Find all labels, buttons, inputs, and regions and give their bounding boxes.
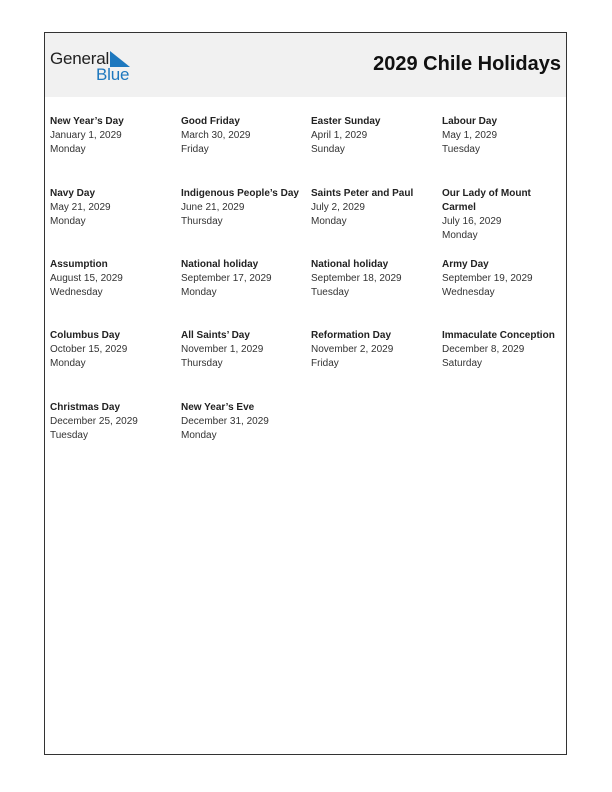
holiday-item [181, 401, 309, 443]
holiday-item [181, 115, 309, 157]
holiday-item [181, 329, 309, 371]
holiday-date: July 16, 2029 [442, 216, 502, 227]
holiday-date: March 30, 2029 [181, 130, 251, 141]
holiday-item [311, 115, 439, 157]
holiday-name: National holiday [311, 259, 389, 270]
holiday-weekday: Monday [50, 216, 86, 227]
holiday-date: November 1, 2029 [181, 344, 264, 355]
holiday-date: November 2, 2029 [311, 344, 394, 355]
holiday-name: Saints Peter and Paul [311, 188, 414, 199]
holiday-weekday: Monday [181, 430, 217, 441]
holiday-weekday: Thursday [181, 358, 223, 369]
holiday-weekday: Wednesday [442, 287, 495, 298]
holiday-name: Indigenous People’s Day [181, 188, 299, 199]
holiday-date: January 1, 2029 [50, 130, 122, 141]
holiday-item [181, 187, 309, 229]
holiday-weekday: Tuesday [311, 287, 349, 298]
holiday-name: Easter Sunday [311, 116, 381, 127]
holiday-item [442, 187, 560, 243]
holiday-date: September 19, 2029 [442, 273, 533, 284]
holiday-date: December 25, 2029 [50, 416, 138, 427]
page-title: 2029 Chile Holidays [373, 53, 561, 75]
holiday-item [50, 258, 178, 300]
holiday-item [442, 329, 562, 371]
holiday-weekday: Sunday [311, 144, 345, 155]
holiday-item [311, 187, 439, 229]
holiday-date: September 18, 2029 [311, 273, 402, 284]
holiday-name: Labour Day [442, 116, 498, 127]
holiday-item [50, 329, 178, 371]
holiday-item [181, 258, 309, 300]
holiday-date: September 17, 2029 [181, 273, 272, 284]
page-border [44, 32, 567, 755]
holiday-item [311, 329, 439, 371]
holiday-weekday: Tuesday [442, 144, 480, 155]
holiday-weekday: Monday [442, 230, 478, 241]
holiday-weekday: Thursday [181, 216, 223, 227]
holiday-item [50, 187, 178, 229]
holiday-name: Assumption [50, 259, 108, 270]
holiday-name: New Year’s Day [50, 116, 124, 127]
holiday-name: Good Friday [181, 116, 240, 127]
holiday-weekday: Monday [50, 358, 86, 369]
holiday-name: Our Lady of Mount Carmel [442, 188, 531, 213]
header [45, 33, 566, 97]
holiday-date: April 1, 2029 [311, 130, 368, 141]
holiday-name: Reformation Day [311, 330, 392, 341]
holiday-name: National holiday [181, 259, 259, 270]
holiday-date: May 1, 2029 [442, 130, 498, 141]
holiday-weekday: Monday [50, 144, 86, 155]
holiday-item [311, 258, 439, 300]
holiday-name: Columbus Day [50, 330, 121, 341]
holiday-weekday: Friday [181, 144, 209, 155]
holiday-name: New Year’s Eve [181, 402, 255, 413]
holiday-date: May 21, 2029 [50, 202, 111, 213]
holiday-weekday: Friday [311, 358, 339, 369]
holiday-date: June 21, 2029 [181, 202, 245, 213]
holiday-weekday: Monday [311, 216, 347, 227]
holiday-name: Christmas Day [50, 402, 121, 413]
holiday-name: All Saints’ Day [181, 330, 250, 341]
logo-general-text: General [50, 49, 110, 68]
holiday-date: August 15, 2029 [50, 273, 123, 284]
holiday-weekday: Wednesday [50, 287, 103, 298]
holiday-weekday: Tuesday [50, 430, 88, 441]
holiday-date: July 2, 2029 [311, 202, 365, 213]
holiday-name: Army Day [442, 259, 489, 270]
holiday-name: Navy Day [50, 188, 96, 199]
holiday-date: December 8, 2029 [442, 344, 525, 355]
holiday-item [442, 258, 567, 300]
holiday-item [442, 115, 567, 157]
holiday-date: October 15, 2029 [50, 344, 128, 355]
holiday-date: December 31, 2029 [181, 416, 269, 427]
holiday-item [50, 115, 178, 157]
logo [50, 49, 140, 83]
holiday-name: Immaculate Conception [442, 330, 555, 341]
logo-blue-text: Blue [96, 65, 130, 84]
holiday-item [50, 401, 178, 443]
holiday-weekday: Monday [181, 287, 217, 298]
holiday-weekday: Saturday [442, 358, 483, 369]
